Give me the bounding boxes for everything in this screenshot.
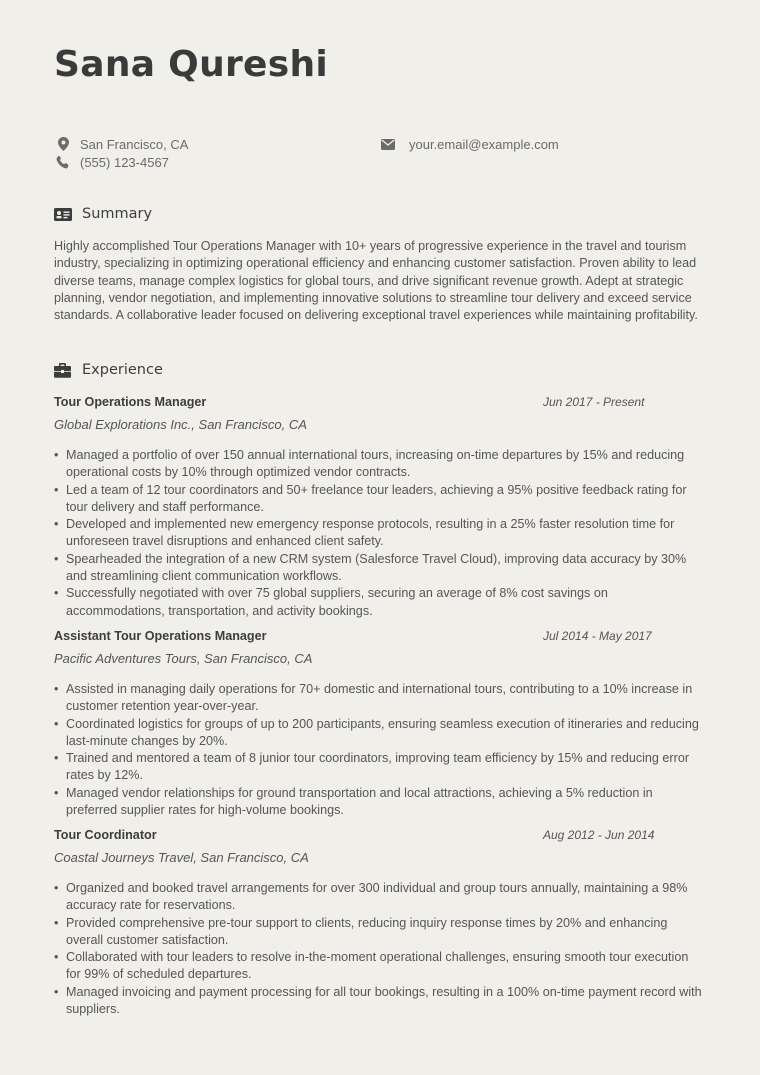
job-dates: Jul 2014 - May 2017: [543, 629, 652, 643]
job-title-row: [54, 828, 706, 846]
job-title-row: [54, 629, 706, 647]
bullet-item: • Collaborated with tour leaders to resolve in-the-moment operational challenges, ensuring smooth tour execution for 99% of scheduled departures.: [54, 949, 706, 984]
email-text: your.email@example.com: [409, 136, 559, 152]
job-title-row: [54, 395, 706, 413]
job-bullets: [54, 681, 706, 819]
experience-entry: [54, 395, 706, 620]
map-pin-icon: [54, 136, 72, 152]
summary-text: Highly accomplished Tour Operations Manager with 10+ years of progressive experience in the travel and tourism industry, specializing in optimizing operational efficiency and enhancing customer satisfaction. Proven ability to lead diverse teams, manage complex logistics for global tours, and drive significant revenue growth. Adept at strategic planning, vendor negotiation, and implementing innovative solutions to streamline tour delivery and exceed service standards. A collaborative leader focused on delivering exceptional travel experiences while maintaining profitability.: [54, 239, 698, 323]
phone-icon: [54, 154, 72, 170]
bullet-item: • Provided comprehensive pre-tour support to clients, reducing inquiry response times by 20% and enhancing overall customer satisfaction.: [54, 915, 706, 950]
contact-email: [379, 136, 559, 152]
summary-heading-text: Summary: [82, 206, 153, 222]
job-bullets: [54, 447, 706, 620]
phone-text: (555) 123-4567: [80, 154, 169, 170]
bullet-item: • Organized and booked travel arrangements for over 300 individual and group tours annually, maintaining a 98% accuracy rate for reservations.: [54, 880, 706, 915]
job-title: Tour Operations Manager: [54, 395, 207, 409]
experience-entry: [54, 629, 706, 819]
bullet-item: • Coordinated logistics for groups of up to 200 participants, ensuring seamless execution of itineraries and reducing last-minute changes by 20%.: [54, 716, 706, 751]
contact-location: [54, 136, 188, 152]
job-company: Coastal Journeys Travel, San Francisco, CA: [54, 850, 309, 865]
bullet-item: • Spearheaded the integration of a new CRM system (Salesforce Travel Cloud), improving data accuracy by 30% and streamlining client communication workflows.: [54, 551, 706, 586]
contact-phone: [54, 154, 169, 170]
experience-heading-text: Experience: [82, 362, 163, 378]
bullet-item: • Managed vendor relationships for ground transportation and local attractions, achieving a 5% reduction in preferred supplier rates for high-volume bookings.: [54, 785, 706, 820]
job-dates: Aug 2012 - Jun 2014: [543, 828, 655, 842]
location-text: San Francisco, CA: [80, 136, 189, 152]
bullet-item: • Successfully negotiated with over 75 global suppliers, securing an average of 8% cost savings on accommodations, transportation, and activity bookings.: [54, 585, 706, 620]
summary-heading: [54, 206, 152, 222]
bullet-item: • Trained and mentored a team of 8 junior tour coordinators, improving team efficiency by 15% and reducing error rates by 12%.: [54, 750, 706, 785]
job-bullets: [54, 880, 706, 1018]
bullet-item: • Developed and implemented new emergency response protocols, resulting in a 25% faster resolution time for unforeseen travel disruptions and enhanced client safety.: [54, 516, 706, 551]
id-card-icon: [54, 206, 74, 222]
briefcase-icon: [54, 362, 74, 378]
job-title: Tour Coordinator: [54, 828, 157, 842]
candidate-name: Sana Qureshi: [54, 44, 329, 85]
bullet-item: • Managed invoicing and payment processing for all tour bookings, resulting in a 100% on-time payment record with suppliers.: [54, 984, 706, 1019]
experience-entry: [54, 828, 706, 1018]
job-company: Pacific Adventures Tours, San Francisco, CA: [54, 651, 313, 666]
bullet-item: • Led a team of 12 tour coordinators and 50+ freelance tour leaders, achieving a 95% positive feedback rating for tour delivery and staff performance.: [54, 482, 706, 517]
experience-heading: [54, 362, 163, 378]
job-company: Global Explorations Inc., San Francisco, CA: [54, 417, 307, 432]
bullet-item: • Assisted in managing daily operations for 70+ domestic and international tours, contributing to a 10% increase in customer retention year-over-year.: [54, 681, 706, 716]
bullet-item: • Managed a portfolio of over 150 annual international tours, increasing on-time departures by 15% and reducing operational costs by 10% through optimized vendor contracts.: [54, 447, 706, 482]
job-title: Assistant Tour Operations Manager: [54, 629, 267, 643]
job-dates: Jun 2017 - Present: [543, 395, 645, 409]
envelope-icon: [379, 136, 397, 152]
